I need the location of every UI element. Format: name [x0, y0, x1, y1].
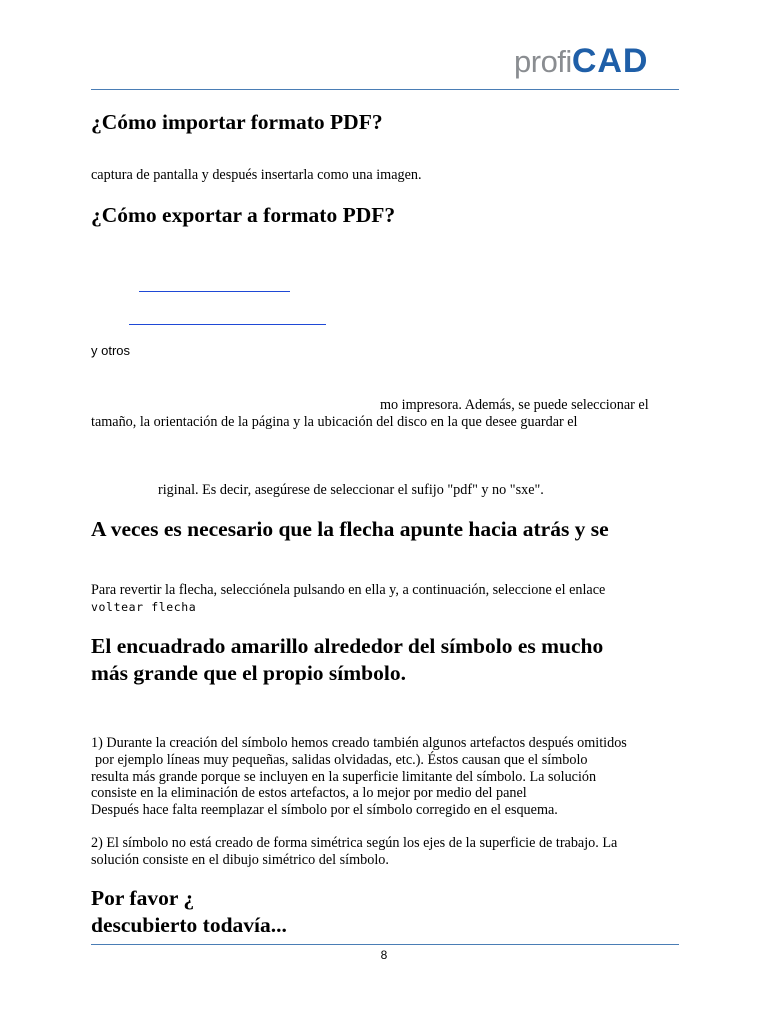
export-line-1: mo impresora. Además, se puede seleccionar el — [380, 397, 649, 413]
logo-profi-text: profi — [514, 44, 572, 79]
proficad-logo — [514, 42, 648, 86]
arrow-text: Para revertir la flecha, selecciónela pulsando en ella y, a continuación, seleccione el enlace — [91, 582, 606, 598]
header-rule — [91, 89, 679, 90]
frame-p1-line-1: 1) Durante la creación del símbolo hemos creado también algunos artefactos después omitidos — [91, 735, 627, 751]
hyperlink-underline-2[interactable] — [129, 324, 326, 325]
frame-p1-line-2: por ejemplo líneas muy pequeñas, salidas olvidadas, etc.). Éstos causan que el símbolo — [95, 752, 588, 768]
heading-frame-line-2: más grande que el propio símbolo. — [91, 661, 406, 685]
heading-arrow: A veces es necesario que la flecha apunte hacia atrás y se — [91, 517, 609, 541]
heading-import-pdf: ¿Cómo importar formato PDF? — [91, 110, 383, 134]
heading-export-pdf: ¿Cómo exportar a formato PDF? — [91, 203, 396, 227]
export-line-2: tamaño, la orientación de la página y la ubicación del disco en la que desee guardar el — [91, 414, 578, 430]
arrow-code-flip: voltear flecha — [91, 600, 197, 614]
frame-p1-line-5: Después hace falta reemplazar el símbolo por el símbolo corregido en el esquema. — [91, 802, 558, 818]
heading-frame-line-1: El encuadrado amarillo alrededor del símbolo es mucho — [91, 634, 604, 658]
frame-p2-line-1: 2) El símbolo no está creado de forma simétrica según los ejes de la superficie de trabajo. La — [91, 835, 618, 851]
footer-rule — [91, 944, 679, 945]
export-line-3: riginal. Es decir, asegúrese de seleccionar el sufijo "pdf" y no "sxe". — [158, 482, 544, 498]
page-number: 8 — [380, 948, 388, 962]
closing-line-2: descubierto todavía... — [91, 913, 287, 937]
logo-cad-text: CAD — [571, 42, 649, 80]
frame-p1-line-3: resulta más grande porque se incluyen en la superficie limitante del símbolo. La solución — [91, 769, 597, 785]
export-others: y otros — [91, 343, 131, 358]
import-text: captura de pantalla y después insertarla como una imagen. — [91, 167, 422, 183]
frame-p2-line-2: solución consiste en el dibujo simétrico del símbolo. — [91, 852, 389, 868]
hyperlink-underline-1[interactable] — [139, 291, 290, 292]
frame-p1-line-4: consiste en la eliminación de estos artefactos, a lo mejor por medio del panel — [91, 785, 527, 801]
closing-line-1: Por favor ¿ — [91, 886, 195, 910]
